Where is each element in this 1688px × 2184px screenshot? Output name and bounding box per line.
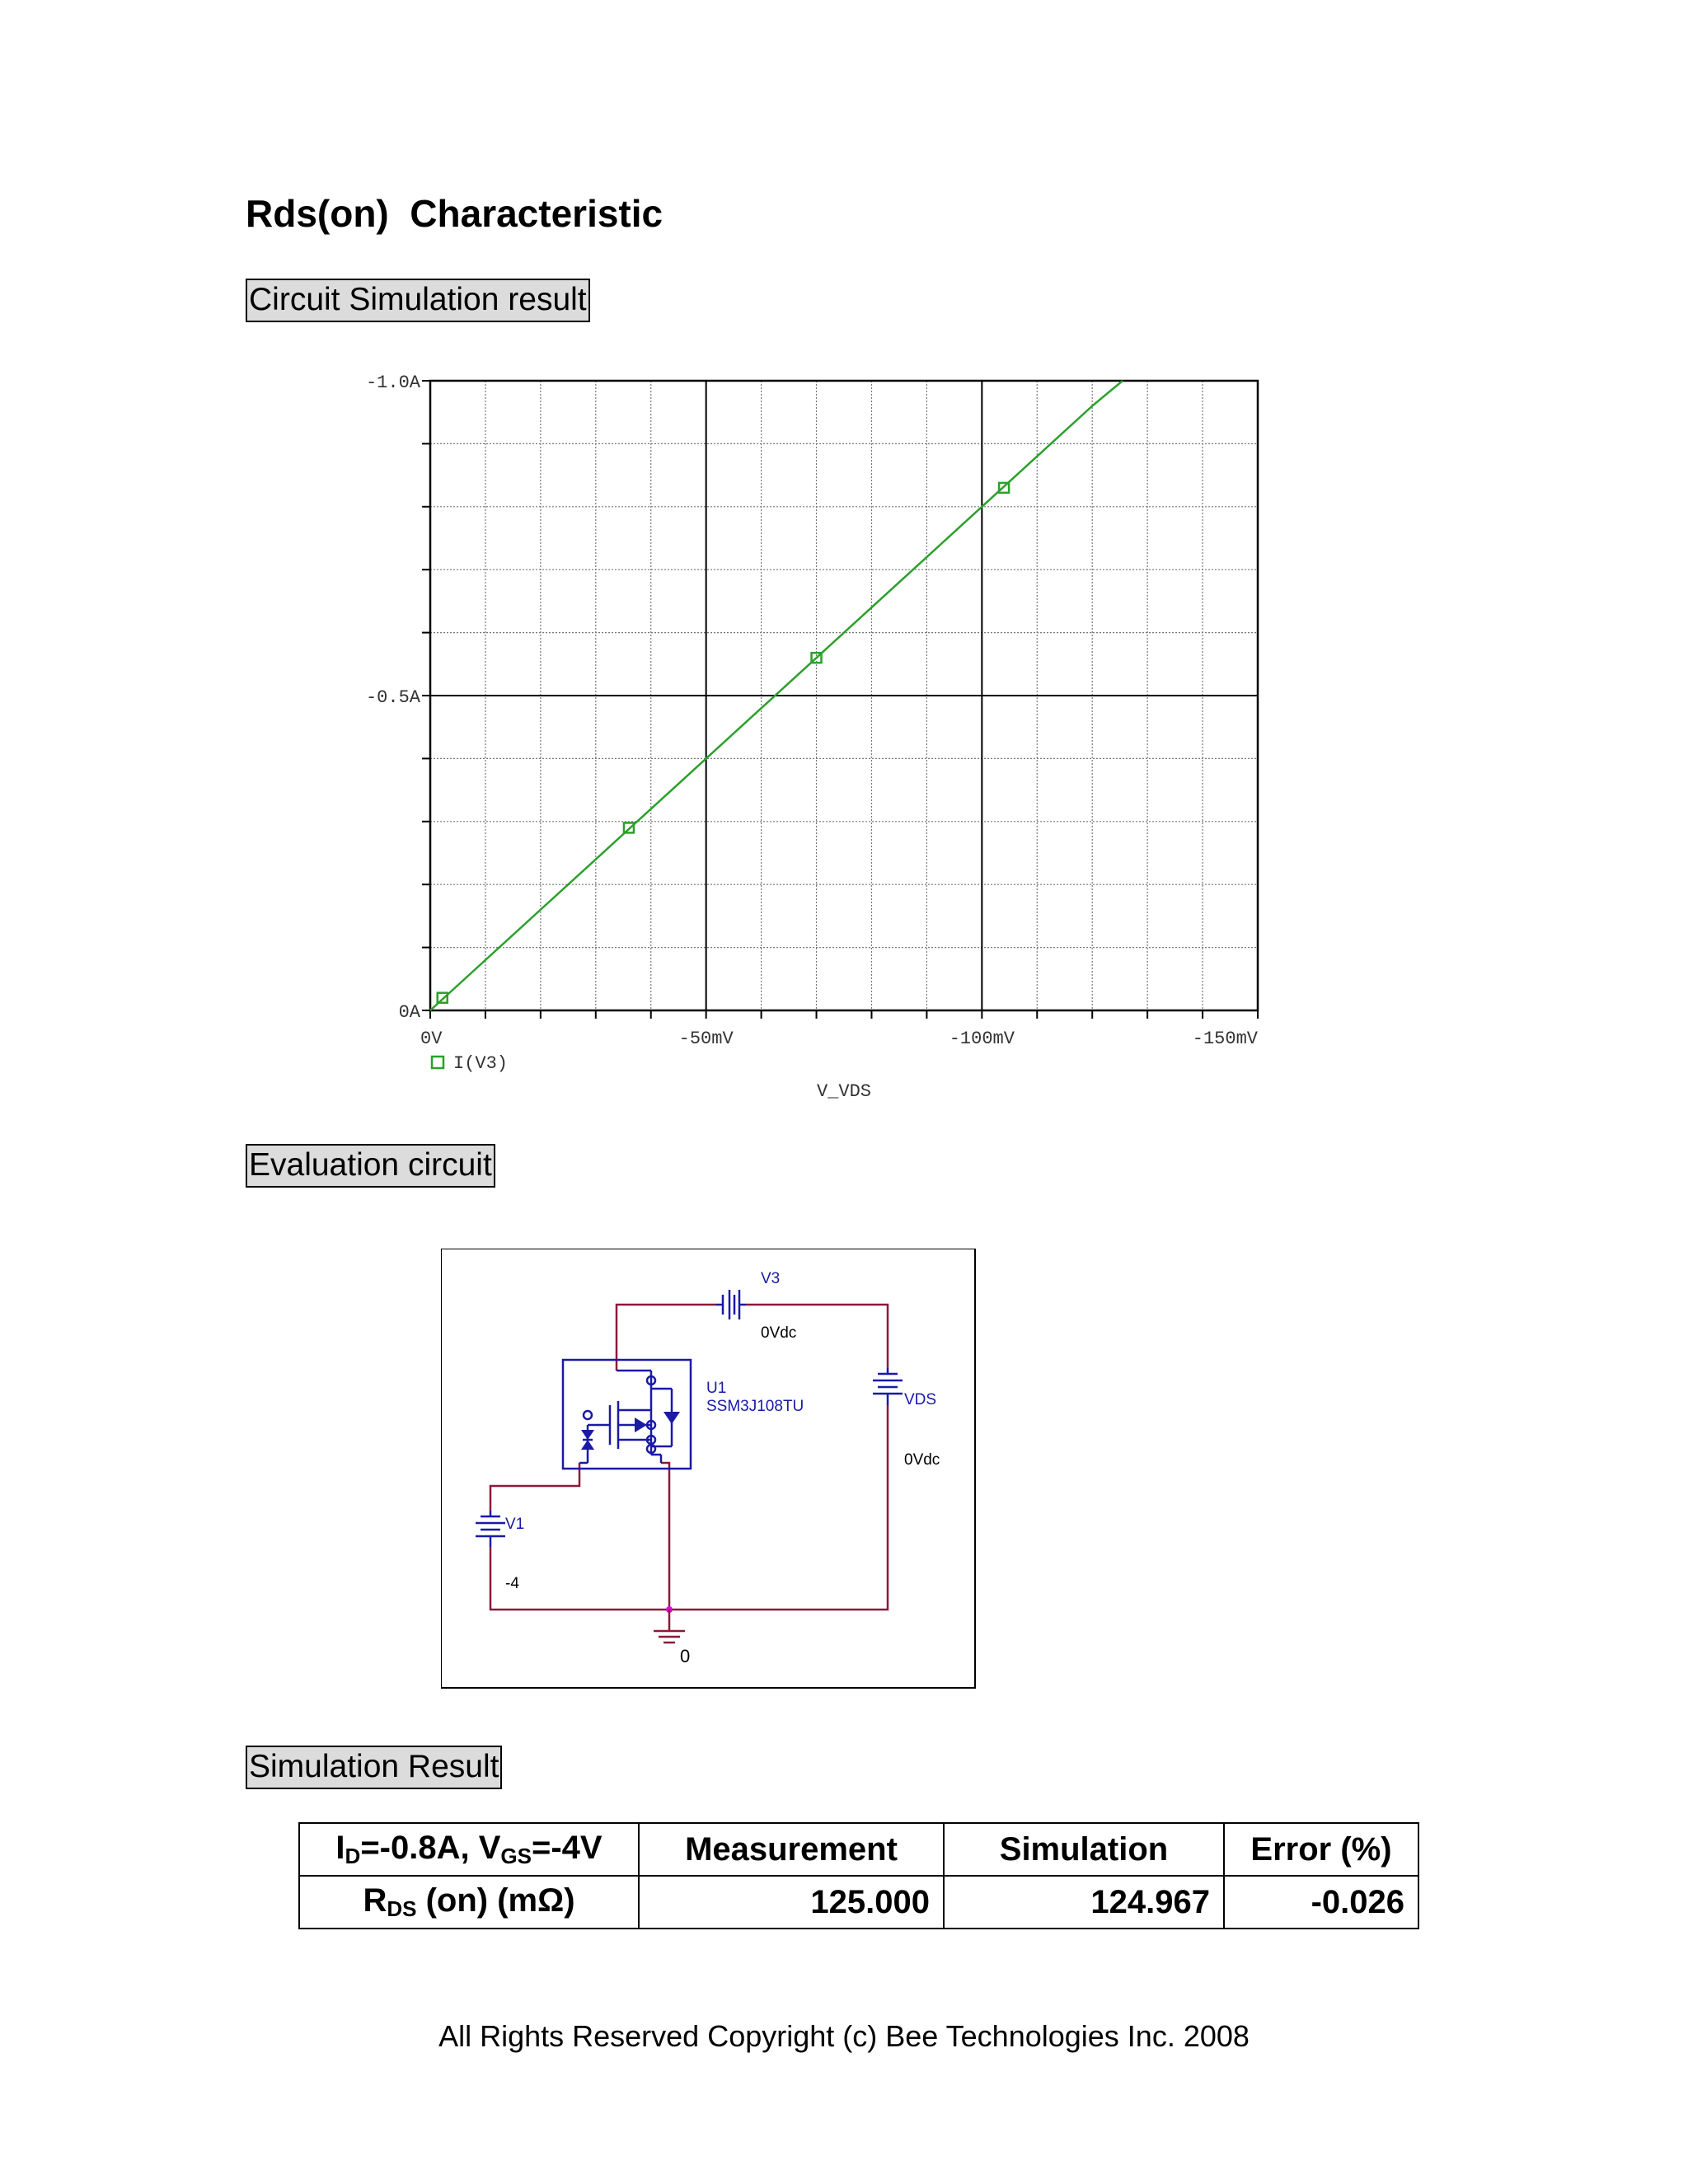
legend-label-i-v3: I(V3) — [453, 1053, 509, 1074]
vds-label: VDS — [904, 1391, 937, 1408]
section-label-simulation-result: Circuit Simulation result — [246, 279, 590, 322]
copyright-footer: All Rights Reserved Copyright (c) Bee Technologies Inc. 2008 — [438, 2019, 1250, 2053]
table-header-condition: $I_D=-0.8A$, $V_{GS}=-4V$ — [299, 1823, 639, 1876]
section-label-simulation-result-table: Simulation Result — [246, 1746, 502, 1789]
table-header-measurement: Measurement — [639, 1823, 944, 1876]
evaluation-circuit-schematic — [441, 1249, 977, 1690]
x-axis-label: V_VDS — [816, 1081, 872, 1102]
u1-part-number: SSM3J108TU — [706, 1398, 804, 1415]
v1-value: -4 — [505, 1575, 519, 1592]
legend-marker-icon — [432, 1057, 443, 1068]
table-cell-error: -0.026 — [1224, 1876, 1418, 1929]
x-tick-label: -150mV — [1192, 1029, 1258, 1049]
table-header-simulation: Simulation — [944, 1823, 1224, 1876]
x-tick-label: 0V — [420, 1029, 443, 1049]
u1-label: U1 — [706, 1380, 727, 1397]
table-cell-simulation: 124.967 — [944, 1876, 1224, 1929]
table-cell-measurement: 125.000 — [639, 1876, 944, 1929]
v3-value: 0Vdc — [761, 1324, 797, 1342]
x-tick-label: -100mV — [949, 1029, 1015, 1049]
table-header-error: Error (%) — [1224, 1823, 1418, 1876]
y-tick-label: -1.0A — [365, 373, 420, 393]
schematic-frame — [441, 1249, 975, 1688]
table-row-label: $R_{DS}$ (on) (mΩ) — [299, 1876, 639, 1929]
page-title: Rds(on) Characteristic — [246, 192, 663, 235]
vds-value: 0Vdc — [904, 1451, 940, 1469]
ground-label: 0 — [680, 1646, 691, 1666]
y-tick-label: -0.5A — [365, 687, 420, 708]
rds-on-chart — [330, 363, 1286, 1113]
v1-label: V1 — [505, 1516, 525, 1533]
table-header-row — [299, 1823, 1418, 1876]
x-tick-label: -50mV — [678, 1029, 734, 1049]
table-row — [299, 1876, 1418, 1929]
v3-label: V3 — [761, 1270, 781, 1287]
result-table — [298, 1822, 1419, 1929]
y-tick-label: 0A — [398, 1002, 420, 1023]
section-label-evaluation-circuit: Evaluation circuit — [246, 1144, 495, 1188]
